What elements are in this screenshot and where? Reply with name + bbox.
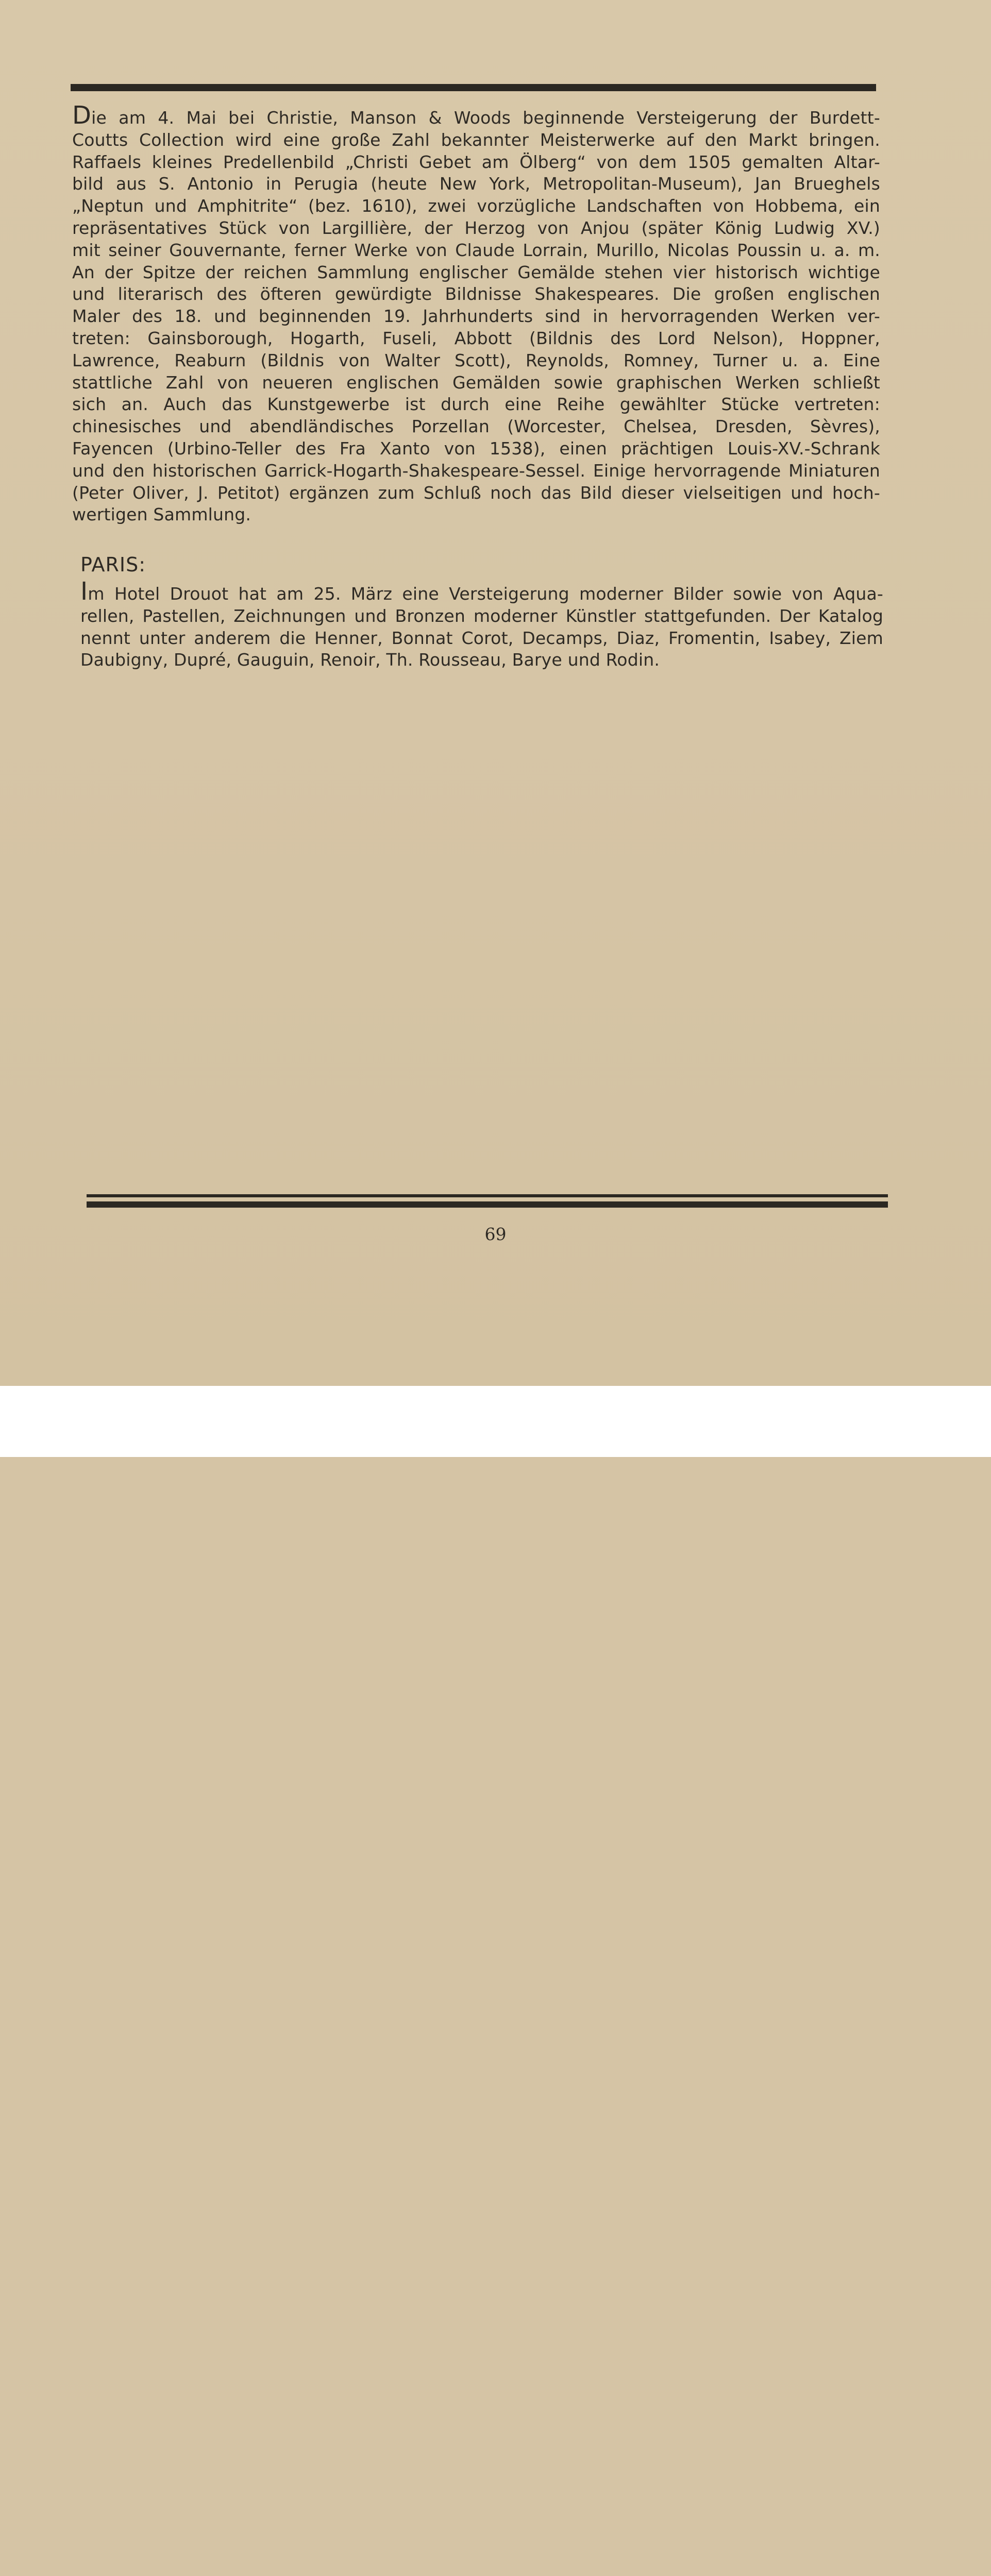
text-line: Raffaels kleines Predellenbild „Christi Gebet am Ölberg“ von dem 1505 gemalten Altar- [72, 151, 880, 172]
viewer-footer [0, 1386, 991, 1457]
text-line: An der Spitze der reichen Sammlung englischer Gemälde stehen vier historisch wichtige [72, 262, 880, 282]
paragraph-auction-paris [80, 577, 883, 671]
bottom-rule-thick [87, 1201, 888, 1208]
text-line: chinesisches und abendländisches Porzellan (Worcester, Chelsea, Dresden, Sèvres), [72, 416, 880, 437]
text-line: stattliche Zahl von neueren englischen Gemälden sowie graphischen Werken schließt [72, 372, 880, 393]
text-line: nennt unter anderem die Henner, Bonnat Corot, Decamps, Diaz, Fromentin, Isabey, Ziem [80, 628, 883, 648]
text-line: bild aus S. Antonio in Perugia (heute New York, Metropolitan-Museum), Jan Brueghels [72, 174, 880, 194]
drop-cap: I [80, 577, 88, 606]
line-text: m Hotel Drouot hat am 25. März eine Versteigerung moderner Bilder sowie von Aqua- [88, 584, 883, 604]
bottom-rule-thin [87, 1194, 888, 1197]
text-line: Daubigny, Dupré, Gauguin, Renoir, Th. Rousseau, Barye und Rodin. [80, 650, 660, 670]
text-line: wertigen Sammlung. [72, 504, 251, 525]
line-text: ie am 4. Mai bei Christie, Manson & Woods beginnende Versteigerung der Burdett- [91, 108, 880, 128]
text-line [80, 577, 883, 606]
top-rule [71, 84, 876, 91]
section-heading-paris: PARIS: [80, 553, 146, 576]
drop-cap: D [72, 101, 92, 130]
text-line: (Peter Oliver, J. Petitot) ergänzen zum Schluß noch das Bild dieser vielseitigen und hoch- [72, 482, 880, 503]
text-line: mit seiner Gouvernante, ferner Werke von Claude Lorrain, Murillo, Nicolas Poussin u. a. m. [72, 240, 880, 260]
page-number: 69 [484, 1224, 507, 1244]
text-line: „Neptun und Amphitrite“ (bez. 1610), zwei vorzügliche Landschaften von Hobbema, ein [72, 196, 880, 216]
text-line: sich an. Auch das Kunstgewerbe ist durch eine Reihe gewählter Stücke vertreten: [72, 394, 880, 415]
paragraph-auction-london [72, 101, 880, 526]
text-line: und den historischen Garrick-Hogarth-Shakespeare-Sessel. Einige hervorragende Miniaturen [72, 460, 880, 481]
text-line: repräsentatives Stück von Largillière, der Herzog von Anjou (später König Ludwig XV.) [72, 217, 880, 238]
text-line: rellen, Pastellen, Zeichnungen und Bronzen moderner Künstler stattgefunden. Der Katalog [80, 605, 883, 626]
text-line: Fayencen (Urbino-Teller des Fra Xanto von 1538), einen prächtigen Louis-XV.-Schrank [72, 438, 880, 459]
text-line: Maler des 18. und beginnenden 19. Jahrhunderts sind in hervorragenden Werken ver- [72, 306, 880, 327]
text-line: treten: Gainsborough, Hogarth, Fuseli, Abbott (Bildnis des Lord Nelson), Hoppner, [72, 328, 880, 348]
text-line: und literarisch des öfteren gewürdigte Bildnisse Shakespeares. Die großen englischen [72, 284, 880, 304]
text-line [72, 101, 880, 130]
text-line: Coutts Collection wird eine große Zahl bekannter Meisterwerke auf den Markt bringen. [72, 129, 880, 150]
text-line: Lawrence, Reaburn (Bildnis von Walter Scott), Reynolds, Romney, Turner u. a. Eine [72, 350, 880, 370]
